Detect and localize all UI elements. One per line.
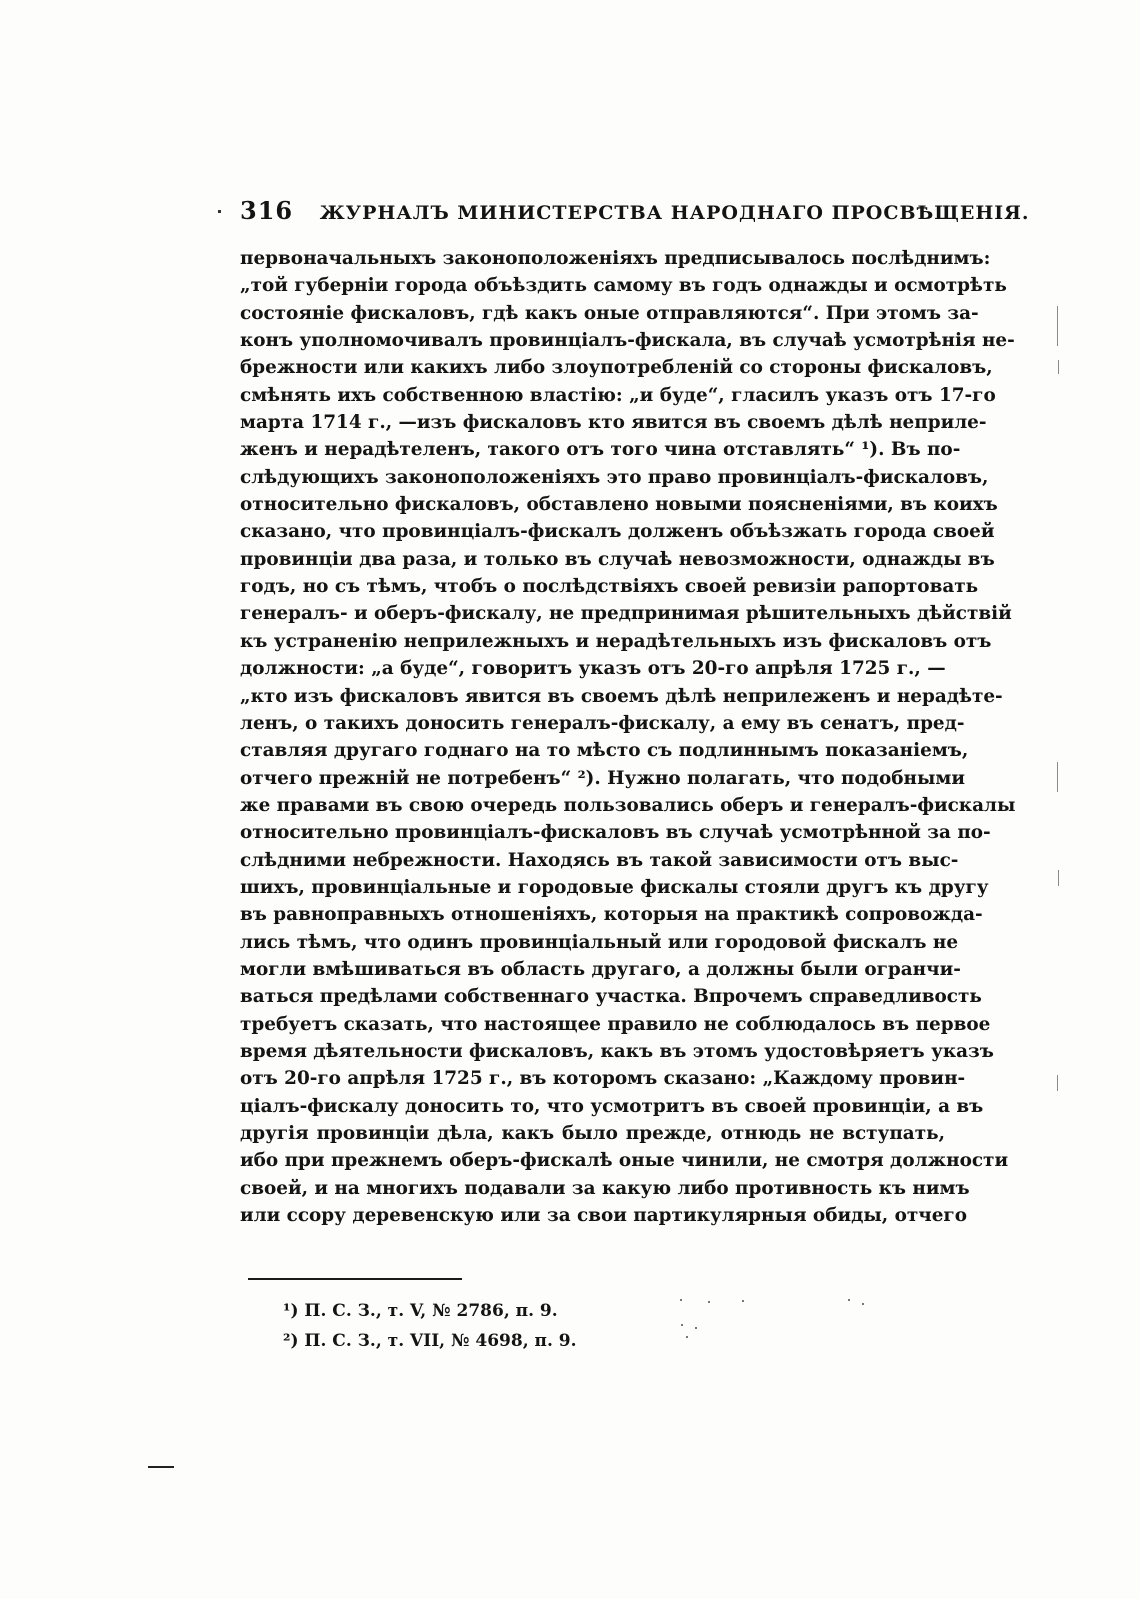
text-line: отъ 20-го апрѣля 1725 г., въ которомъ сказано: „Каждому провин- — [240, 1068, 966, 1090]
text-line: лись тѣмъ, что одинъ провинціальный или городовой фискалъ не — [240, 931, 959, 953]
footnote-1: ¹) П. С. З., т. V, № 2786, п. 9. — [283, 1301, 558, 1321]
text-line: годъ, но съ тѣмъ, чтобъ о послѣдствіяхъ своей ревизіи рапортовать — [240, 576, 979, 598]
scan-speck — [708, 1301, 710, 1303]
text-line: марта 1714 г., —изъ фискаловъ кто явится въ своемъ дѣлѣ неприле- — [240, 412, 987, 434]
journal-title: ЖУРНАЛЪ МИНИСТЕРСТВА НАРОДНАГО ПРОСВѢЩЕНІЯ. — [319, 202, 1030, 224]
text-line: должности: „а буде“, говоритъ указъ отъ 20-го апрѣля 1725 г., — — [240, 658, 946, 680]
text-line: относительно фискаловъ, обставлено новыми поясненіями, въ коихъ — [240, 494, 998, 516]
text-line: смѣнять ихъ собственною властію: „и буде“, гласилъ указъ отъ 17-го — [240, 384, 996, 406]
scan-gutter-line — [1057, 306, 1058, 346]
scan-gutter-line — [1057, 762, 1058, 792]
main-text — [240, 245, 1016, 1229]
scan-speck — [686, 1336, 688, 1338]
scan-speck — [862, 1303, 864, 1305]
text-line: брежности или какихъ либо злоупотребленій со стороны фискаловъ, — [240, 357, 993, 379]
text-line: отчего прежній не потребенъ“ ²). Нужно полагать, что подобными — [240, 767, 966, 789]
scan-gutter-line — [1058, 870, 1059, 886]
footnotes — [283, 1296, 577, 1356]
scan-speck — [695, 1327, 697, 1329]
text-line: женъ и нерадѣтеленъ, такого отъ того чина отставлять“ ¹). Въ по- — [240, 439, 961, 461]
text-line: ставляя другаго годнаго на то мѣсто съ подлиннымъ показаніемъ, — [240, 740, 969, 762]
scan-speck — [848, 1299, 850, 1301]
text-line: въ равноправныхъ отношеніяхъ, которыя на практикѣ сопровожда- — [240, 904, 983, 926]
text-line: генералъ- и оберъ-фискалу, не предпринимая рѣшительныхъ дѣйствій — [240, 603, 1012, 625]
text-line: относительно провинціалъ-фискаловъ въ случаѣ усмотрѣнной за по- — [240, 822, 991, 844]
text-line: могли вмѣшиваться въ область другаго, а должны были огранчи- — [240, 958, 961, 980]
text-line: „той губерніи города объѣздить самому въ годъ однажды и осмотрѣть — [240, 275, 1007, 297]
text-line: требуетъ сказать, что настоящее правило не соблюдалось въ первое — [240, 1013, 991, 1035]
scan-speck — [681, 1324, 683, 1326]
text-line: или ссору деревенскую или за свои партикулярныя обиды, отчего — [240, 1205, 967, 1227]
scan-gutter-line — [1058, 360, 1059, 374]
text-line: конъ уполномочивалъ провинціалъ-фискала, въ случаѣ усмотрѣнія не- — [240, 330, 1015, 352]
text-line: ціалъ-фискалу доносить то, что усмотритъ въ своей провинціи, а въ — [240, 1095, 984, 1117]
scan-speck — [742, 1300, 744, 1302]
text-line: къ устраненію неприлежныхъ и нерадѣтельныхъ изъ фискаловъ отъ — [240, 630, 992, 652]
text-line: своей, и на многихъ подавали за какую либо противность къ нимъ — [240, 1177, 970, 1199]
text-line: шихъ, провинціальные и городовые фискалы стояли другъ къ другу — [240, 876, 989, 898]
text-line: время дѣятельности фискаловъ, какъ въ этомъ удостовѣряетъ указъ — [240, 1040, 994, 1062]
text-line: первоначальныхъ законоположеніяхъ предписывалось послѣднимъ: — [240, 248, 991, 269]
footnote-2: ²) П. С. З., т. VII, № 4698, п. 9. — [283, 1331, 577, 1351]
text-line: сказано, что провинціалъ-фискалъ долженъ объѣзжать города своей — [240, 521, 995, 543]
footnote-rule — [248, 1278, 462, 1280]
running-header — [240, 196, 1030, 225]
text-line: ибо при прежнемъ оберъ-фискалѣ оные чинили, не смотря должности — [240, 1150, 1009, 1172]
text-line: провинціи два раза, и только въ случаѣ невозможности, однажды въ — [240, 548, 995, 570]
page-number: 316 — [240, 196, 294, 225]
text-line: состояніе фискаловъ, гдѣ какъ оные отправляются“. При этомъ за- — [240, 302, 979, 324]
margin-mark — [148, 1466, 174, 1468]
text-line: ваться предѣлами собственнаго участка. Впрочемъ справедливость — [240, 986, 982, 1008]
text-line: ленъ, о такихъ доносить генералъ-фискалу, а ему въ сенатъ, пред- — [240, 712, 965, 734]
scan-speck — [680, 1299, 682, 1301]
text-line: же правами въ свою очередь пользовались оберъ и генералъ-фискалы — [240, 794, 1016, 816]
text-line: „кто изъ фискаловъ явится въ своемъ дѣлѣ неприлеженъ и нерадѣте- — [240, 685, 1003, 707]
scan-speck — [218, 210, 221, 213]
text-line: другія провинціи дѣла, какъ было прежде, отнюдь не вступать, — [240, 1123, 945, 1144]
text-line: слѣдующихъ законоположеніяхъ это право провинціалъ-фискаловъ, — [240, 466, 989, 488]
scan-gutter-line — [1057, 1075, 1058, 1091]
text-line: слѣдними небрежности. Находясь въ такой зависимости отъ выс- — [240, 849, 959, 871]
